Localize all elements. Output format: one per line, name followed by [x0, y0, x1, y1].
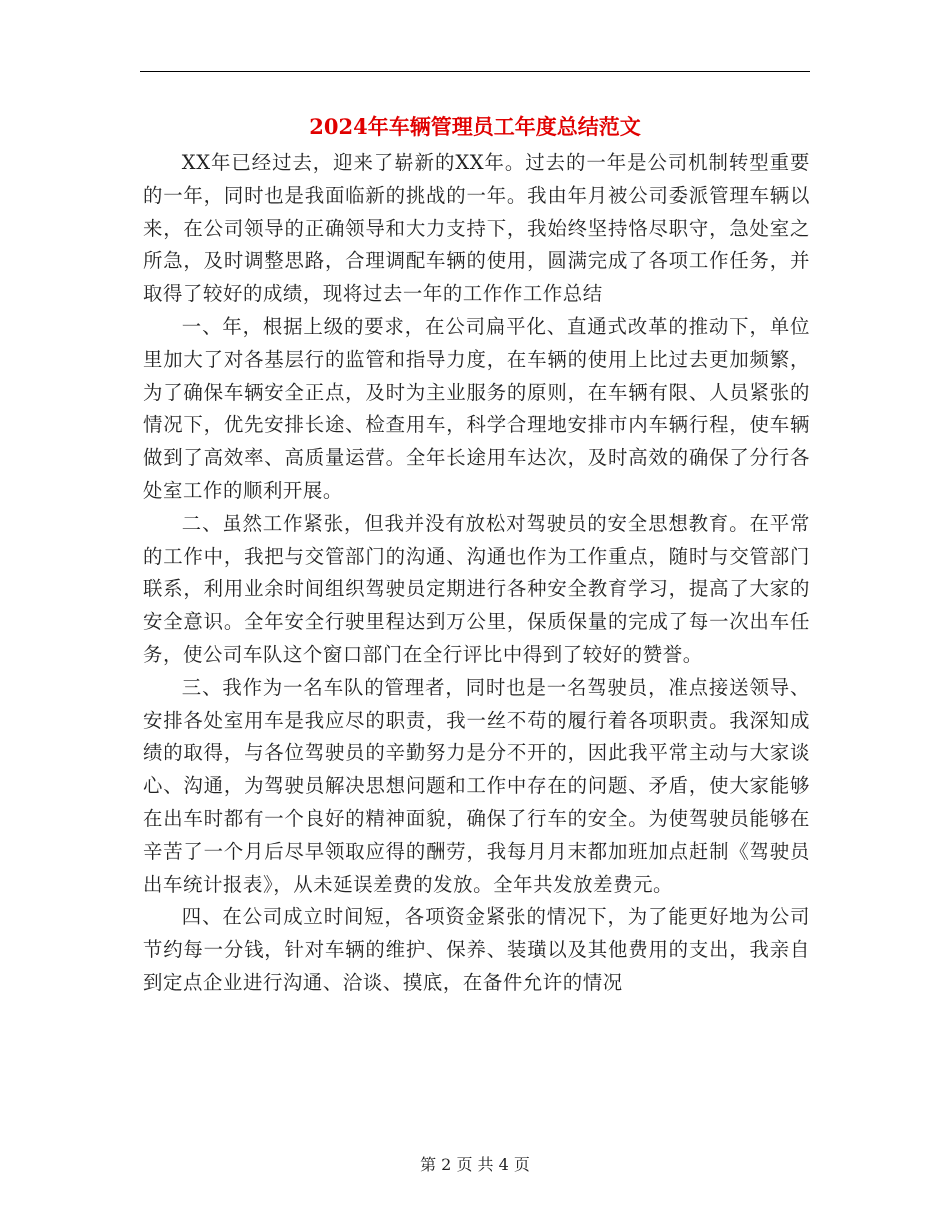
header-rule [140, 71, 810, 72]
document-title: 2024年车辆管理员工年度总结范文 [309, 114, 641, 139]
document-body [143, 147, 810, 1000]
paragraph-section-2: 二、虽然工作紧张，但我并没有放松对驾驶员的安全思想教育。在平常的工作中，我把与交管部门的沟通、沟通也作为工作重点，随时与交管部门联系，利用业余时间组织驾驶员定期进行各种安全教育学习，提高了大家的安全意识。全年安全行驶里程达到万公里，保质保量的完成了每一次出车任务，使公司车队这个窗口部门在全行评比中得到了较好的赞誉。 [143, 511, 810, 666]
paragraph-intro: XX年已经过去，迎来了崭新的XX年。过去的一年是公司机制转型重要的一年，同时也是我面临新的挑战的一年。我由年月被公司委派管理车辆以来，在公司领导的正确领导和大力支持下，我始终坚持恪尽职守，急处室之所急，及时调整思路，合理调配车辆的使用，圆满完成了各项工作任务，并取得了较好的成绩，现将过去一年的工作作工作总结 [143, 151, 810, 306]
paragraph-section-3: 三、我作为一名车队的管理者，同时也是一名驾驶员，准点接送领导、安排各处室用车是我应尽的职责，我一丝不苟的履行着各项职责。我深知成绩的取得，与各位驾驶员的辛勤努力是分不开的，因此我平常主动与大家谈心、沟通，为驾驶员解决思想问题和工作中存在的问题、矛盾，使大家能够在出车时都有一个良好的精神面貌，确保了行车的安全。为使驾驶员能够在辛苦了一个月后尽早领取应得的酬劳，我每月月末都加班加点赶制《驾驶员出车统计报表》，从未延误差费的发放。全年共发放差费元。 [143, 675, 810, 896]
paragraph-section-1: 一、年，根据上级的要求，在公司扁平化、直通式改革的推动下，单位里加大了对各基层行的监管和指导力度，在车辆的使用上比过去更加频繁，为了确保车辆安全正点，及时为主业服务的原则，在车辆有限、人员紧张的情况下，优先安排长途、检查用车，科学合理地安排市内车辆行程，使车辆做到了高效率、高质量运营。全年长途用车达次，及时高效的确保了分行各处室工作的顺利开展。 [143, 314, 810, 502]
paragraph-section-4: 四、在公司成立时间短，各项资金紧张的情况下，为了能更好地为公司节约每一分钱，针对车辆的维护、保养、装璜以及其他费用的支出，我亲自到定点企业进行沟通、洽谈、摸底，在备件允许的情况 [143, 905, 810, 994]
page-footer: 第 2 页 共 4 页 [420, 1155, 530, 1174]
